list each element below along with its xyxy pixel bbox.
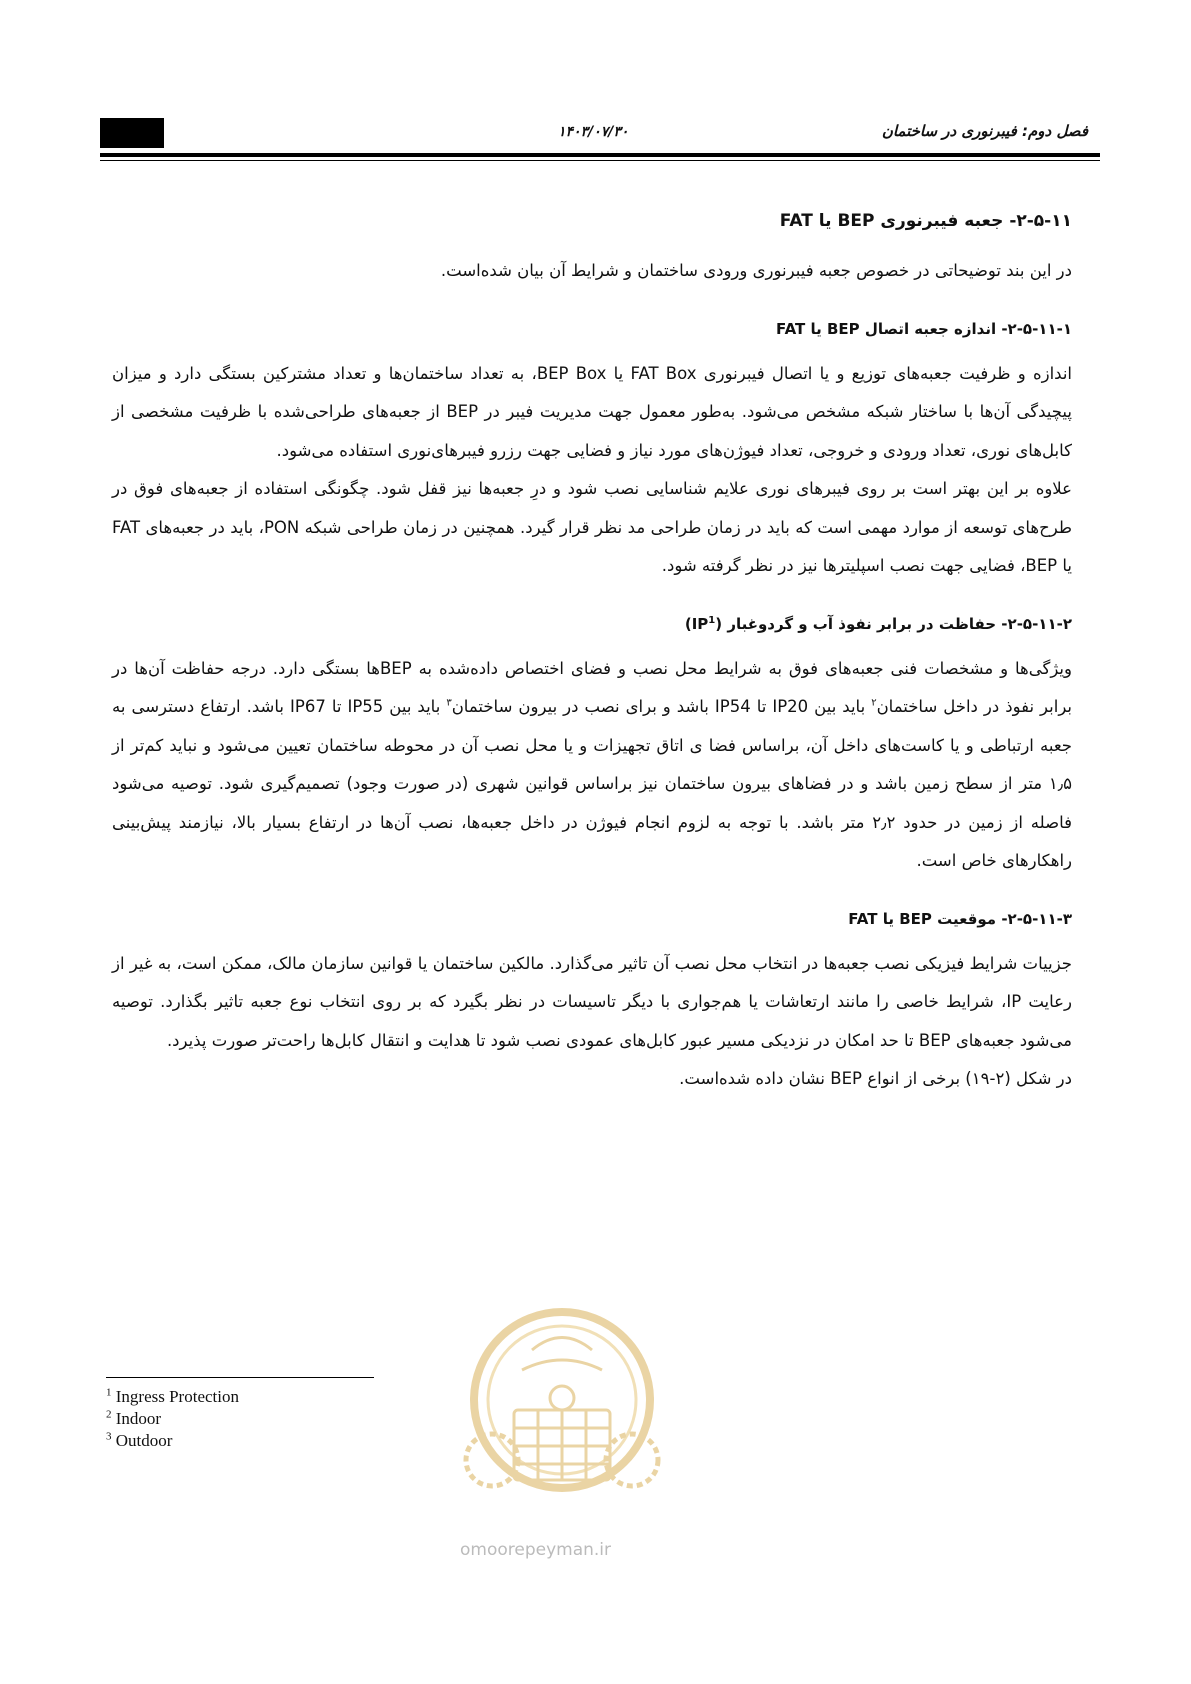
- footnote-number: 1: [106, 1386, 112, 1399]
- footnote-number: 3: [106, 1430, 112, 1443]
- header-date: ۱۴۰۳/۰۷/۳۰: [558, 124, 629, 140]
- header-chapter-title: فصل دوم: فیبرنوری در ساختمان: [881, 122, 1088, 140]
- footnote-text: Indoor: [115, 1409, 162, 1428]
- paragraph-bep-location: جزییات شرایط فیزیکی نصب جعبه‌ها در انتخاب محل نصب آن تاثیر می‌گذارد. مالکین ساختمان یا قوانین سازمان مالک، ممکن است، به غیر از رعایت IP، شرایط خاصی را مانند ارتعاشات یا هم‌جواری با دیگر تاسیسات در نظر بگیرد که بر روی انتخاب نوع جعبه تاثیر بگذارد. توصیه می‌شود جعبه‌های BEP تا حد امکان در نزدیکی مسیر عبور کابل‌های عمودی نصب شود تا هدایت و انتقال کابل‌ها راحت‌تر صورت پذیرد.: [112, 953, 1072, 1050]
- page-header: [100, 118, 1100, 166]
- main-content: [112, 208, 1072, 1099]
- footnote-item: [106, 1408, 406, 1430]
- heading-ip-close: ): [684, 614, 692, 633]
- omoor-e-peyman-seal-icon: [452, 1300, 672, 1530]
- section-heading-2-5-11-2: [112, 612, 1072, 636]
- header-rule-thin: [100, 160, 1100, 161]
- footnote-item: [106, 1430, 406, 1452]
- footnote-ref-2: ۲: [871, 697, 877, 709]
- footnotes: [106, 1377, 406, 1452]
- section-heading-2-5-11-3: ۲-۵-۱۱-۳- موقعیت BEP یا FAT: [848, 909, 1072, 928]
- footnote-rule: [106, 1377, 374, 1378]
- heading-ip-text: ۲-۵-۱۱-۲- حفاظت در برابر نفوذ آب و گردوغبار (IP: [691, 614, 1072, 633]
- footnote-ref-1: 1: [708, 614, 716, 626]
- section-heading-2-5-11-1: ۲-۵-۱۱-۱- اندازه جعبه اتصال BEP یا FAT: [776, 319, 1072, 338]
- paragraph-box-size: اندازه و ظرفیت جعبه‌های توزیع و یا اتصال فیبرنوری FAT Box یا BEP Box، به تعداد ساختمان‌ها و تعداد مشترکین بستگی دارد و میزان پیچیدگی آن‌ها با ساختار شبکه مشخص می‌شود. به‌طور معمول جهت مدیریت فیبر در BEP از جعبه‌های طراحی‌شده با ظرفیت مشخصی از کابل‌های نوری، تعداد ورودی و خروجی، تعداد فیوژن‌های مورد نیاز و فضایی جهت رزرو فیبرهای‌نوری استفاده می‌شود.: [112, 363, 1072, 460]
- section-intro-paragraph: در این بند توضیحاتی در خصوص جعبه فیبرنوری ورودی ساختمان و شرایط آن بیان شده‌است.: [440, 261, 1072, 280]
- paragraph-ip-protection: [112, 650, 1072, 881]
- paragraph-figure-ref: در شکل (۲-۱۹) برخی از انواع BEP نشان داده شده‌است.: [679, 1069, 1072, 1088]
- watermark-site: omoorepeyman.ir: [460, 1540, 612, 1560]
- ip-text-part-b: باید بین IP20 تا IP54 باشد و برای نصب در بیرون ساختمان: [451, 697, 872, 716]
- ip-text-part-c: باید بین IP55 تا IP67 باشد. ارتفاع دسترسی به جعبه ارتباطی و یا کاست‌های داخل آن، براساس فضا ی اتاق تجهیزات و یا محل نصب آن در محوطه ساختمان تعیین می‌شود و نباید کم‌تر از ۱٫۵ متر از سطح زمین باشد و در فضاهای بیرون ساختمان نیز براساس قوانین شهری (در صورت وجود) تصمیم‌گیری شود. توصیه می‌شود فاصله از زمین در حدود ۲٫۲ متر باشد. با توجه به لزوم انجام فیوژن در داخل جعبه‌ها، نصب آن‌ها در ارتفاع بسیار بالا، نیازمند پیش‌بینی راهکارهای خاص است.: [112, 697, 1072, 870]
- paragraph-box-labels: علاوه بر این بهتر است بر روی فیبرهای نوری علایم شناسایی نصب شود و درِ جعبه‌ها نیز قفل شود. چگونگی استفاده از جعبه‌های فوق در طرح‌های توسعه از موارد مهمی است که باید در زمان طراحی مد نظر قرار گیرد. همچنین در زمان طراحی شبکه PON، باید در جعبه‌های FAT یا BEP، فضایی جهت نصب اسپلیترها نیز در نظر گرفته شود.: [112, 479, 1073, 575]
- section-heading-2-5-11: ۲-۵-۱۱- جعبه فیبرنوری BEP یا FAT: [779, 211, 1072, 231]
- header-rule-thick: [100, 153, 1100, 157]
- footnote-item: [106, 1386, 406, 1408]
- footnote-number: 2: [106, 1408, 112, 1421]
- ip-text-part-a: ویژگی‌ها و مشخصات فنی جعبه‌های فوق به شرایط محل نصب و فضای اختصاص داده‌شده به BEPها بستگی دارد. درجه حفاظت آن‌ها در برابر نفوذ در داخل ساختمان: [112, 658, 1073, 716]
- footnote-ref-3: ۳: [446, 697, 452, 709]
- footnote-text: Ingress Protection: [115, 1387, 239, 1406]
- footnote-text: Outdoor: [115, 1431, 173, 1450]
- page-number-box: [100, 118, 164, 148]
